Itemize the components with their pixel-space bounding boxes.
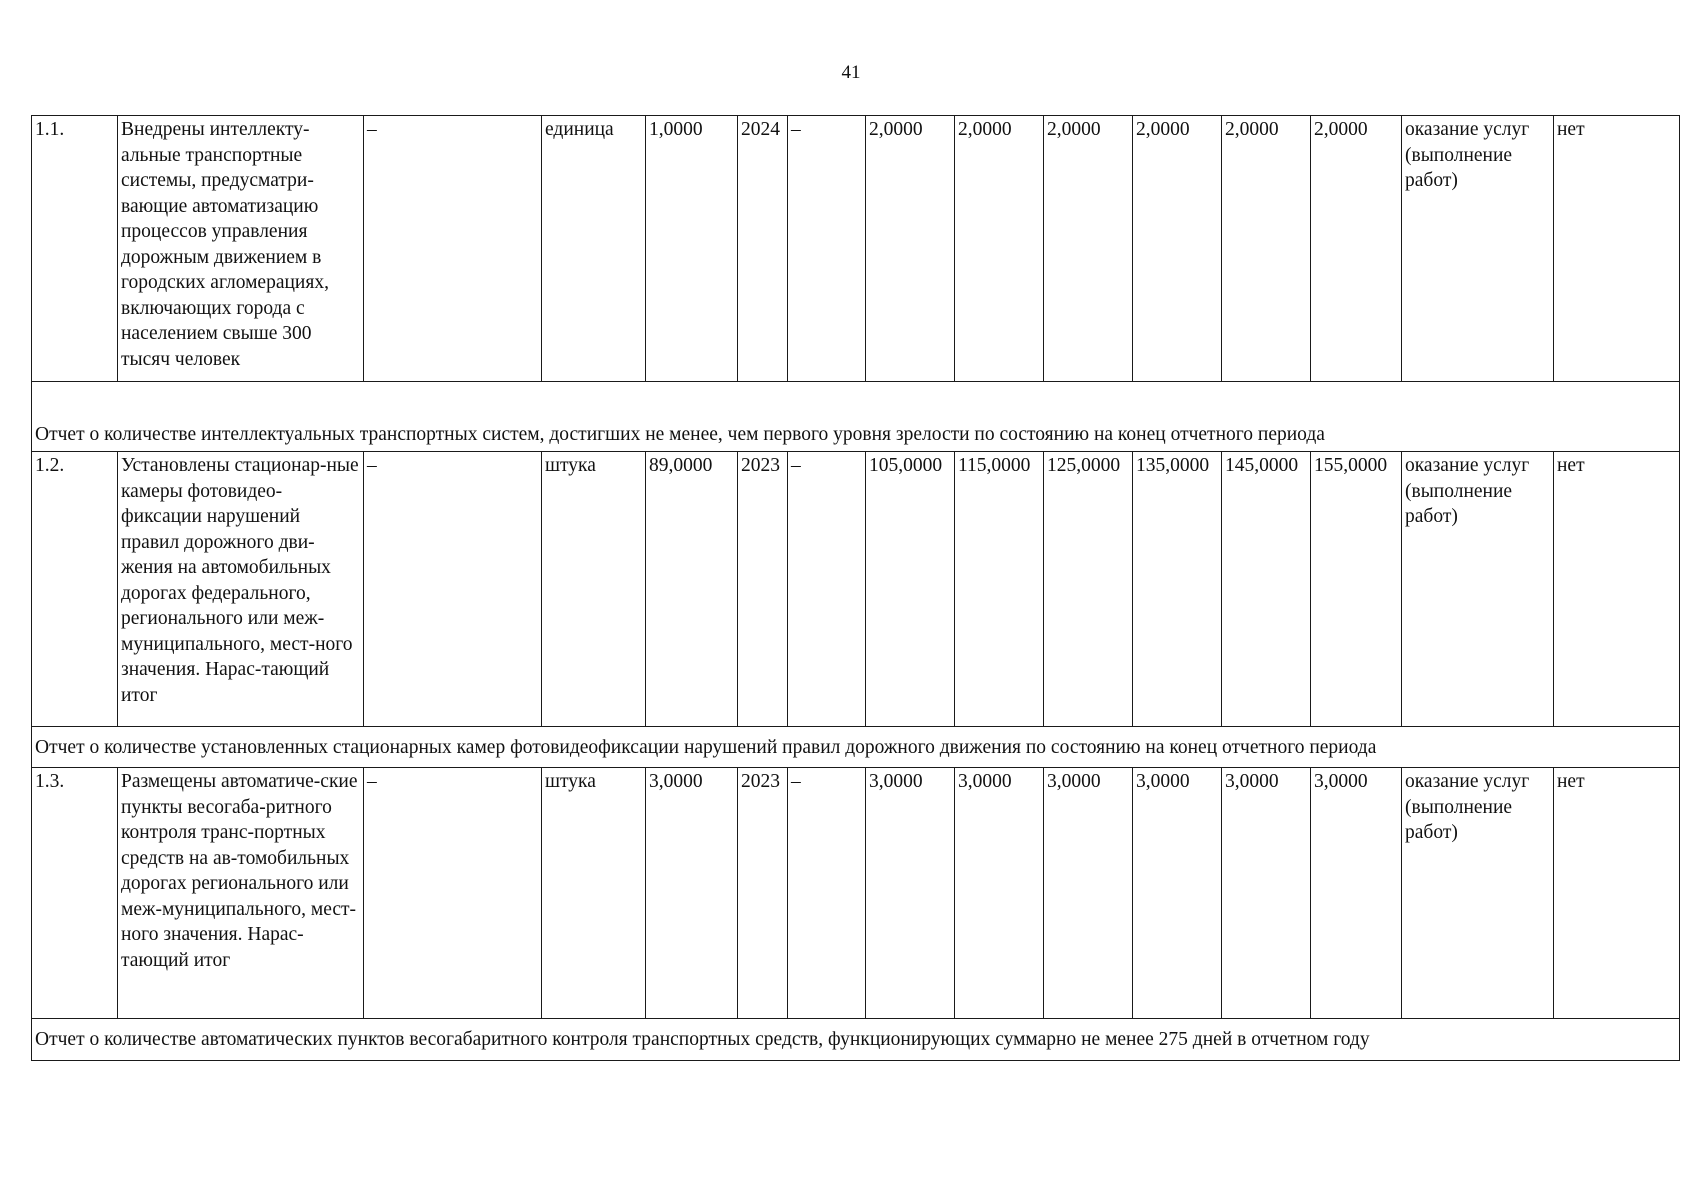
dash-cell: – <box>788 116 866 382</box>
year-value-cell: 155,0000 <box>1311 452 1402 727</box>
dash-cell: – <box>788 452 866 727</box>
type-cell: оказание услуг (выполнение работ) <box>1402 452 1554 727</box>
year-value-cell: 125,0000 <box>1044 452 1133 727</box>
year-value-cell: 105,0000 <box>866 452 955 727</box>
unit-cell: единица <box>542 116 646 382</box>
type-cell: оказание услуг (выполнение работ) <box>1402 768 1554 1019</box>
indicator-name: Внедрены интеллекту-альные транспортные системы, предусматри-вающие автоматизацию процессов управления дорожным движением в городских агломерациях, включающих города с населением свыше 300 тысяч человек <box>118 116 364 382</box>
year-value-cell: 115,0000 <box>955 452 1044 727</box>
report-text: Отчет о количестве интеллектуальных транспортных систем, достигших не менее, чем первого уровня зрелости по состоянию на конец отчетного периода <box>32 382 1680 452</box>
unit-cell: штука <box>542 452 646 727</box>
table-row <box>32 452 1680 727</box>
table-row <box>32 768 1680 1019</box>
base-year-cell: 2023 <box>738 768 788 1019</box>
indicators-table <box>31 115 1680 1061</box>
row-number: 1.2. <box>32 452 118 727</box>
type-cell: оказание услуг (выполнение работ) <box>1402 116 1554 382</box>
dash-cell: – <box>788 768 866 1019</box>
base-year-cell: 2024 <box>738 116 788 382</box>
year-value-cell: 2,0000 <box>1222 116 1311 382</box>
flag-cell: нет <box>1554 116 1680 382</box>
year-value-cell: 3,0000 <box>955 768 1044 1019</box>
year-value-cell: 3,0000 <box>1222 768 1311 1019</box>
year-value-cell: 135,0000 <box>1133 452 1222 727</box>
indicator-name: Размещены автоматиче-ские пункты весогаба-ритного контроля транс-портных средств на ав-томобильных дорогах регионального или меж-муниципального, мест-ного значения. Нарас-тающий итог <box>118 768 364 1019</box>
year-value-cell: 145,0000 <box>1222 452 1311 727</box>
year-value-cell: 2,0000 <box>1044 116 1133 382</box>
year-value-cell: 2,0000 <box>955 116 1044 382</box>
report-text: Отчет о количестве установленных стационарных камер фотовидеофиксации нарушений правил дорожного движения по состоянию на конец отчетного периода <box>32 727 1680 768</box>
year-value-cell: 2,0000 <box>1133 116 1222 382</box>
flag-cell: нет <box>1554 768 1680 1019</box>
table-row <box>32 116 1680 382</box>
row-number: 1.3. <box>32 768 118 1019</box>
flag-cell: нет <box>1554 452 1680 727</box>
year-value-cell: 3,0000 <box>1044 768 1133 1019</box>
year-value-cell: 3,0000 <box>1133 768 1222 1019</box>
year-value-cell: 3,0000 <box>1311 768 1402 1019</box>
report-row <box>32 382 1680 452</box>
page-number: 41 <box>841 62 861 83</box>
dash-cell: – <box>364 116 542 382</box>
indicator-name: Установлены стационар-ные камеры фотовидео-фиксации нарушений правил дорожного дви-жения на автомобильных дорогах федерального, регионального или меж-муниципального, мест-ного значения. Нарас-тающий итог <box>118 452 364 727</box>
base-value-cell: 3,0000 <box>646 768 738 1019</box>
report-row <box>32 1019 1680 1061</box>
row-number: 1.1. <box>32 116 118 382</box>
year-value-cell: 2,0000 <box>866 116 955 382</box>
year-value-cell: 2,0000 <box>1311 116 1402 382</box>
base-year-cell: 2023 <box>738 452 788 727</box>
year-value-cell: 3,0000 <box>866 768 955 1019</box>
base-value-cell: 1,0000 <box>646 116 738 382</box>
report-row <box>32 727 1680 768</box>
report-text: Отчет о количестве автоматических пунктов весогабаритного контроля транспортных средств, функционирующих суммарно не менее 275 дней в отчетном году <box>32 1019 1680 1061</box>
dash-cell: – <box>364 452 542 727</box>
base-value-cell: 89,0000 <box>646 452 738 727</box>
unit-cell: штука <box>542 768 646 1019</box>
dash-cell: – <box>364 768 542 1019</box>
